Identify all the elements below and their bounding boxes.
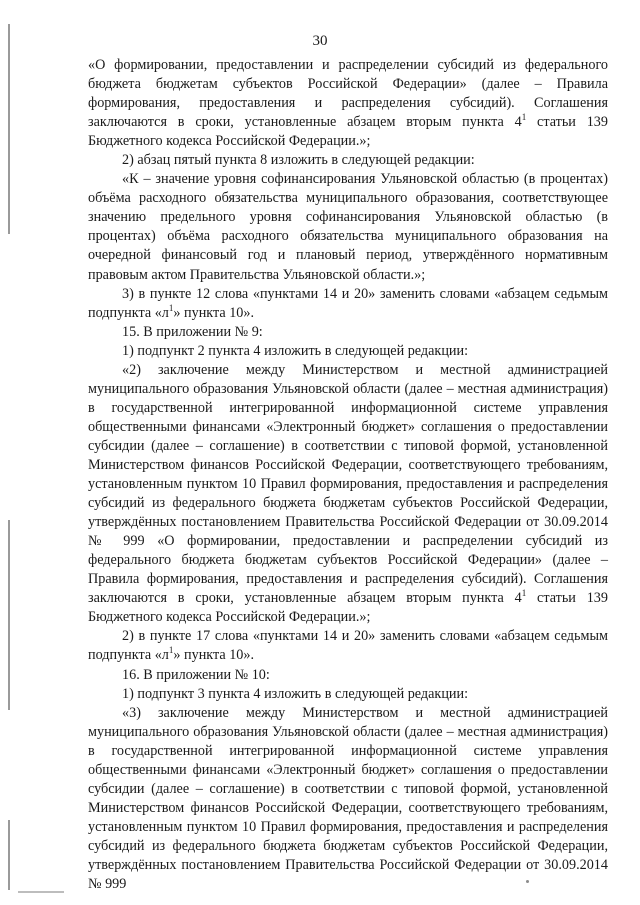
- paragraph-text: 2) абзац пятый пункта 8 изложить в следующей редакции:: [122, 152, 475, 169]
- paragraph-text: » пункта 10».: [173, 304, 255, 321]
- paragraph-text: статьи 139 Бюджетного кодекса Российской Федерации.»;: [88, 590, 608, 626]
- paragraph-text: 16. В приложении № 10:: [122, 666, 270, 683]
- paragraph: [88, 704, 608, 894]
- paragraph-text: 1) подпункт 3 пункта 4 изложить в следующей редакции:: [122, 685, 469, 702]
- scan-edge-mark: [8, 520, 10, 710]
- paragraph-text: «2) заключение между Министерством и местной администрацией муниципального образования Ульяновской области (далее – местная администрация) в государственной интегрированной информационной системе управления общественными финансами «Электронный бюджет» соглашения о предоставлении субсидии (далее – соглашение) в соответствии с типовой формой, установленной Министерством финансов Российской Федерации, соответствующего требованиям, установленным пунктом 10 Правил формирования, предоставления и распределения субсидий из федерального бюджета бюджетам субъектов Российской Федерации, утверждённых постановлением Правительства Российской Федерации от 30.09.2014 № 999 «О формировании, предоставлении и распределении субсидий из федерального бюджета бюджетам субъектов Российской Федерации» (далее – Правила формирования, предоставления и распределения субсидий). Соглашения заключаются в сроки, установленные абзацем вторым пункта 4: [88, 361, 608, 607]
- paragraph: [88, 151, 608, 170]
- paragraph-text: статьи 139 Бюджетного кодекса Российской Федерации.»;: [88, 114, 608, 150]
- paragraph-text: «К – значение уровня софинансирования Ульяновской областью (в процентах) объёма расходного обязательства муниципального образования, соответствующее значению предельного уровня софинансирования Ульяновской областью (в процентах) объёма расходного обязательства муниципального образования на очередной финансовый год и плановый период, утверждённого нормативным правовым актом Правительства Ульяновской области.»;: [88, 171, 608, 283]
- paragraph-text: «3) заключение между Министерством и местной администрацией муниципального образования Ульяновской области (далее – местная администрация) в государственной интегрированной информационной системе управления общественными финансами «Электронный бюджет» соглашения о предоставлении субсидии (далее – соглашение) в соответствии с типовой формой, установленной Министерством финансов Российской Федерации, соответствующего требованиям, установленным пунктом 10 Правил формирования, предоставления и распределения субсидий из федерального бюджета бюджетам субъектов Российской Федерации, утверждённых постановлением Правительства Российской Федерации от 30.09.2014 № 999: [88, 704, 608, 893]
- superscript: 1: [521, 588, 527, 599]
- scan-edge-mark: [8, 24, 10, 234]
- superscript: 1: [521, 112, 527, 123]
- superscript: 1: [168, 645, 174, 656]
- paragraph: [88, 323, 608, 342]
- paragraph: [88, 685, 608, 704]
- paragraph-text: » пункта 10».: [173, 647, 255, 664]
- superscript: 1: [168, 302, 174, 313]
- document-body: [88, 56, 608, 894]
- scan-edge-mark: [8, 820, 10, 890]
- paragraph: [88, 342, 608, 361]
- paragraph: [88, 627, 608, 665]
- paragraph-text: 15. В приложении № 9:: [122, 323, 263, 340]
- paragraph: [88, 361, 608, 628]
- paragraph: [88, 666, 608, 685]
- paragraph: [88, 56, 608, 151]
- paragraph-text: 1) подпункт 2 пункта 4 изложить в следующей редакции:: [122, 342, 469, 359]
- paragraph: [88, 170, 608, 284]
- paragraph-text: «О формировании, предоставлении и распределении субсидий из федерального бюджета бюджетам субъектов Российской Федерации» (далее – Правила формирования, предоставления и распределения субсидий). Соглашения заключаются в сроки, установленные абзацем вторым пункта 4: [88, 57, 608, 131]
- paragraph-text: 2) в пункте 17 слова «пунктами 14 и 20» заменить словами «абзацем седьмым подпункта «л: [88, 628, 608, 664]
- page-number: 30: [312, 33, 328, 49]
- scan-smudge: [18, 891, 64, 893]
- paragraph: [88, 285, 608, 323]
- paragraph-text: 3) в пункте 12 слова «пунктами 14 и 20» заменить словами «абзацем седьмым подпункта «л: [88, 285, 608, 321]
